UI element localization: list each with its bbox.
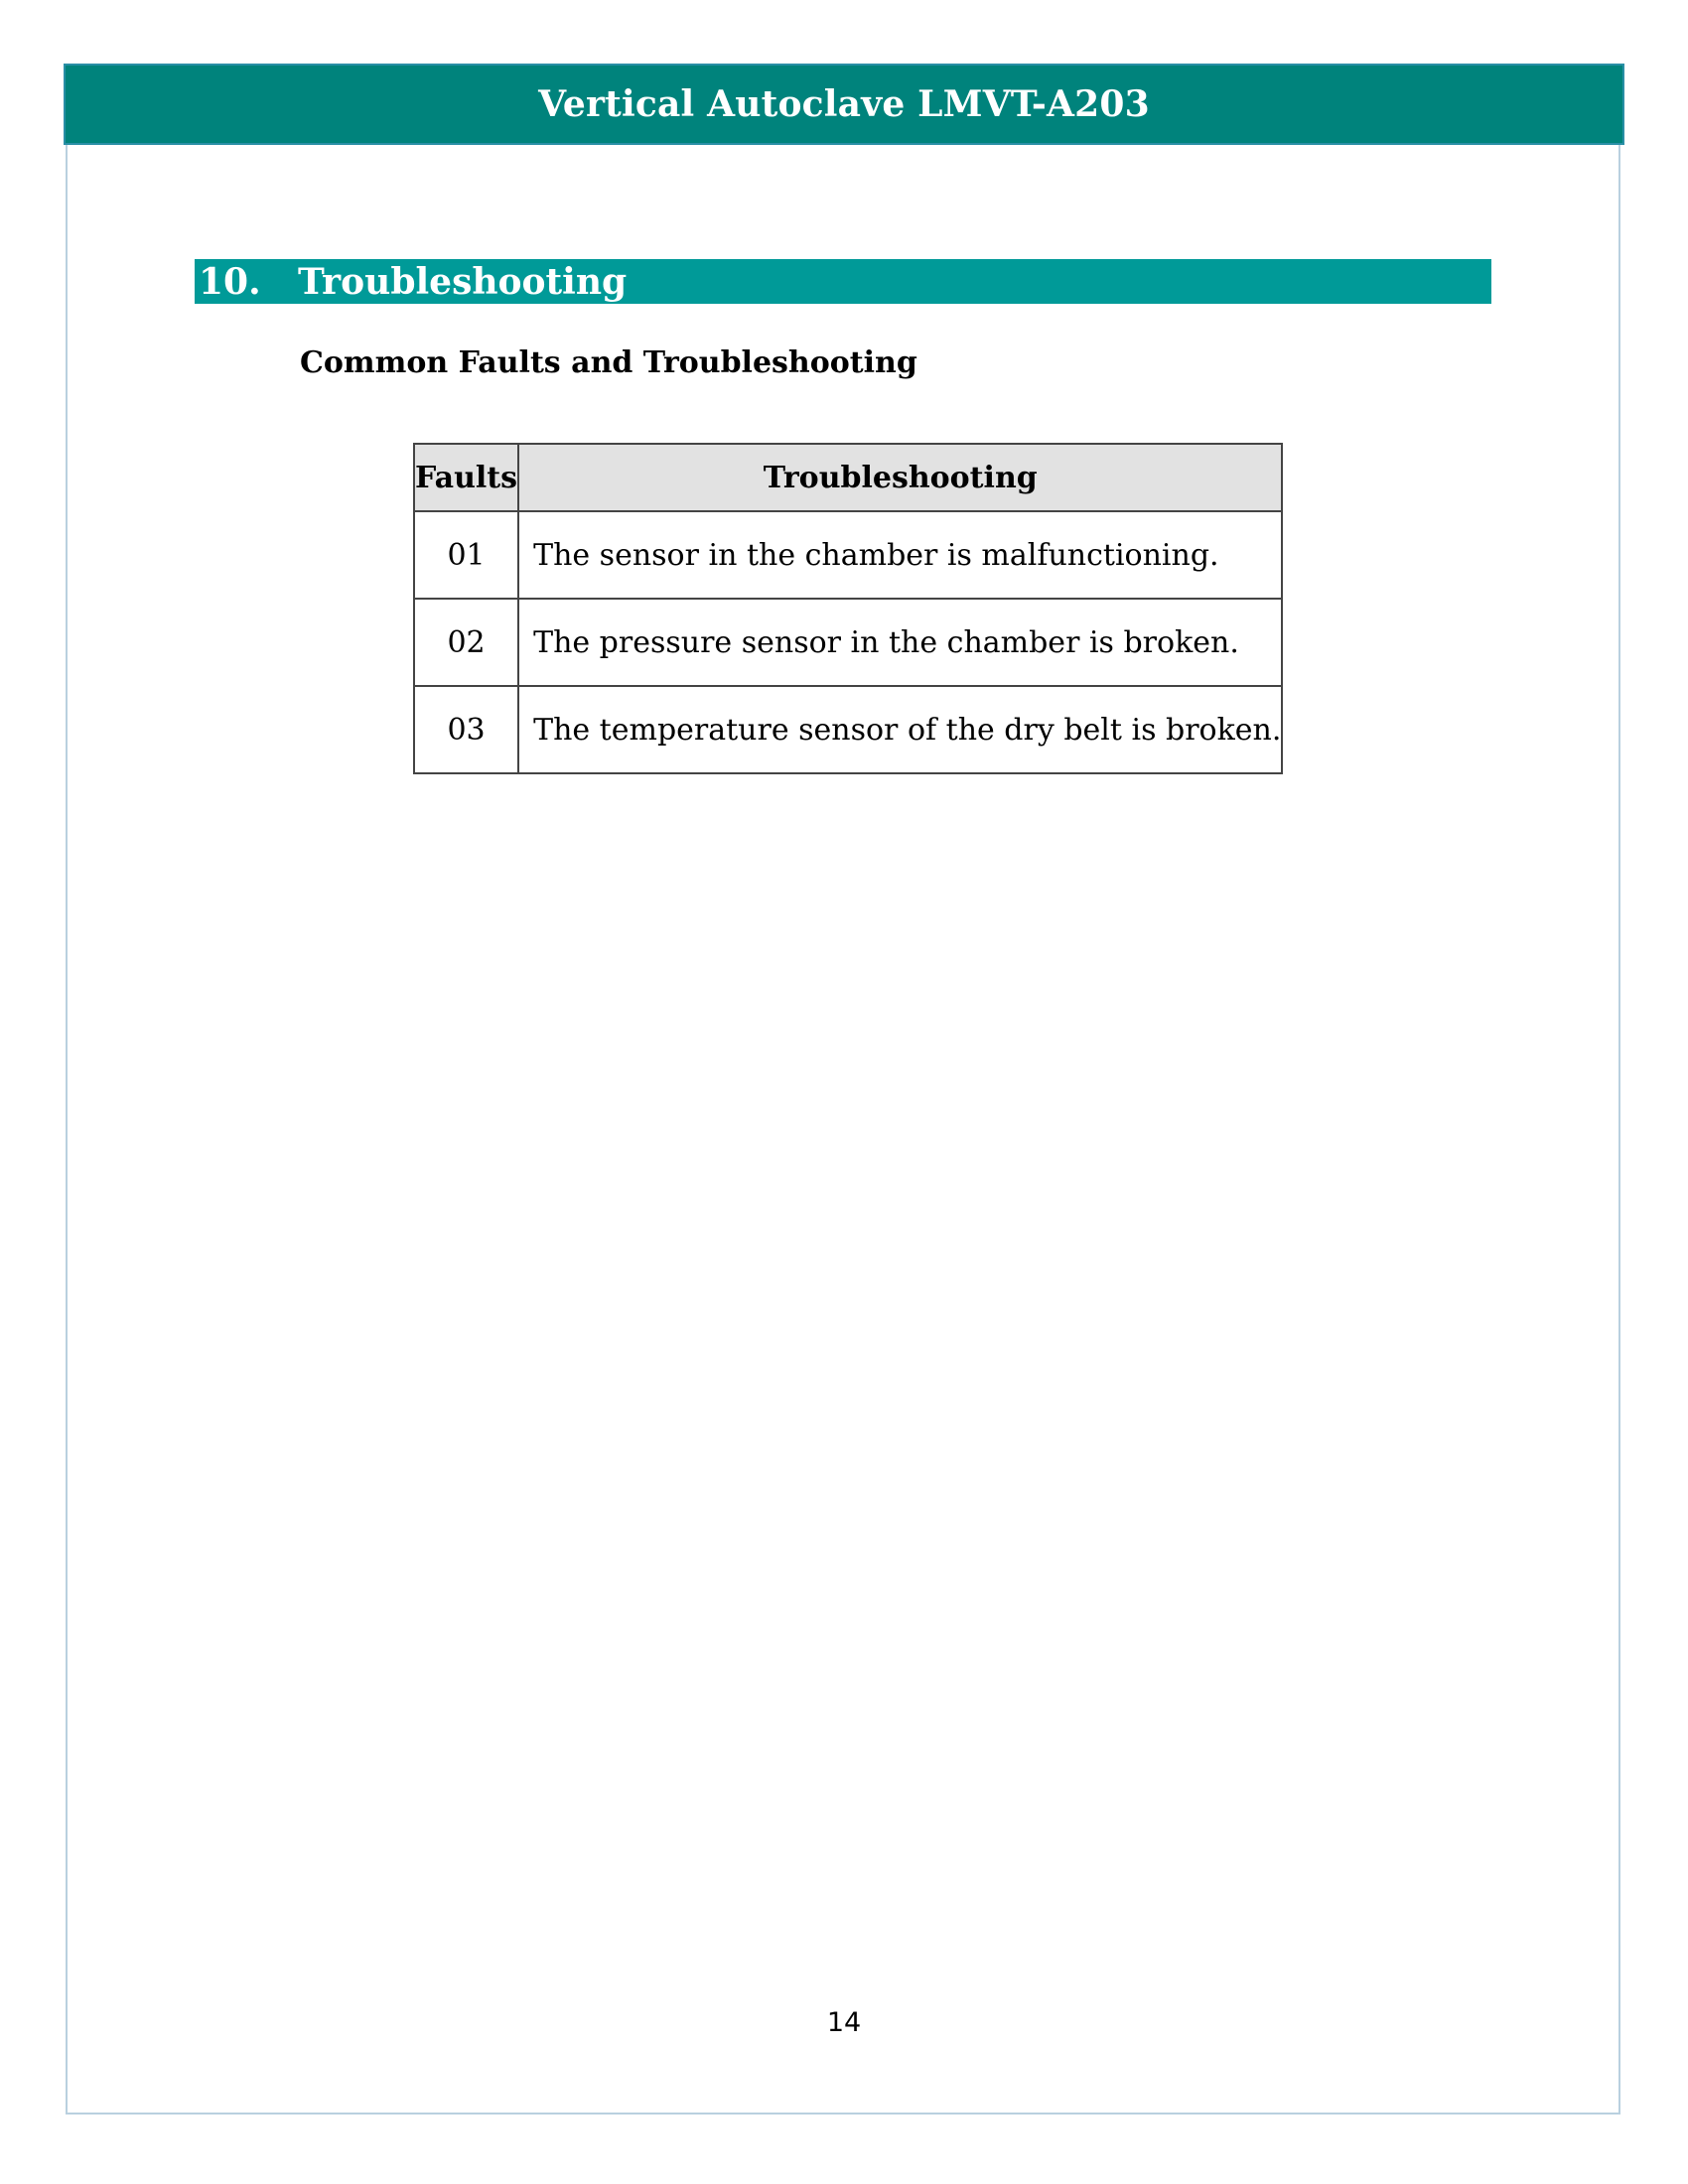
table-header-row [414, 444, 1282, 511]
section-number: 10. [199, 261, 261, 303]
table-row [414, 511, 1282, 599]
fault-code: 03 [414, 686, 518, 773]
table-row [414, 599, 1282, 686]
section-title: Troubleshooting [298, 261, 628, 303]
document-title: Vertical Autoclave LMVT-A203 [538, 83, 1150, 125]
header-bar [64, 64, 1624, 145]
header-troubleshooting: Troubleshooting [518, 444, 1282, 511]
fault-code: 01 [414, 511, 518, 599]
faults-table [413, 443, 1283, 774]
troubleshooting-text: The temperature sensor of the dry belt is broken. [518, 686, 1282, 773]
troubleshooting-text: The pressure sensor in the chamber is broken. [518, 599, 1282, 686]
troubleshooting-text: The sensor in the chamber is malfunctioning. [518, 511, 1282, 599]
section-heading [195, 259, 1491, 304]
table-row [414, 686, 1282, 773]
header-faults: Faults [414, 444, 518, 511]
page-number: 14 [826, 2007, 862, 2038]
fault-code: 02 [414, 599, 518, 686]
subheading: Common Faults and Troubleshooting [300, 345, 917, 380]
